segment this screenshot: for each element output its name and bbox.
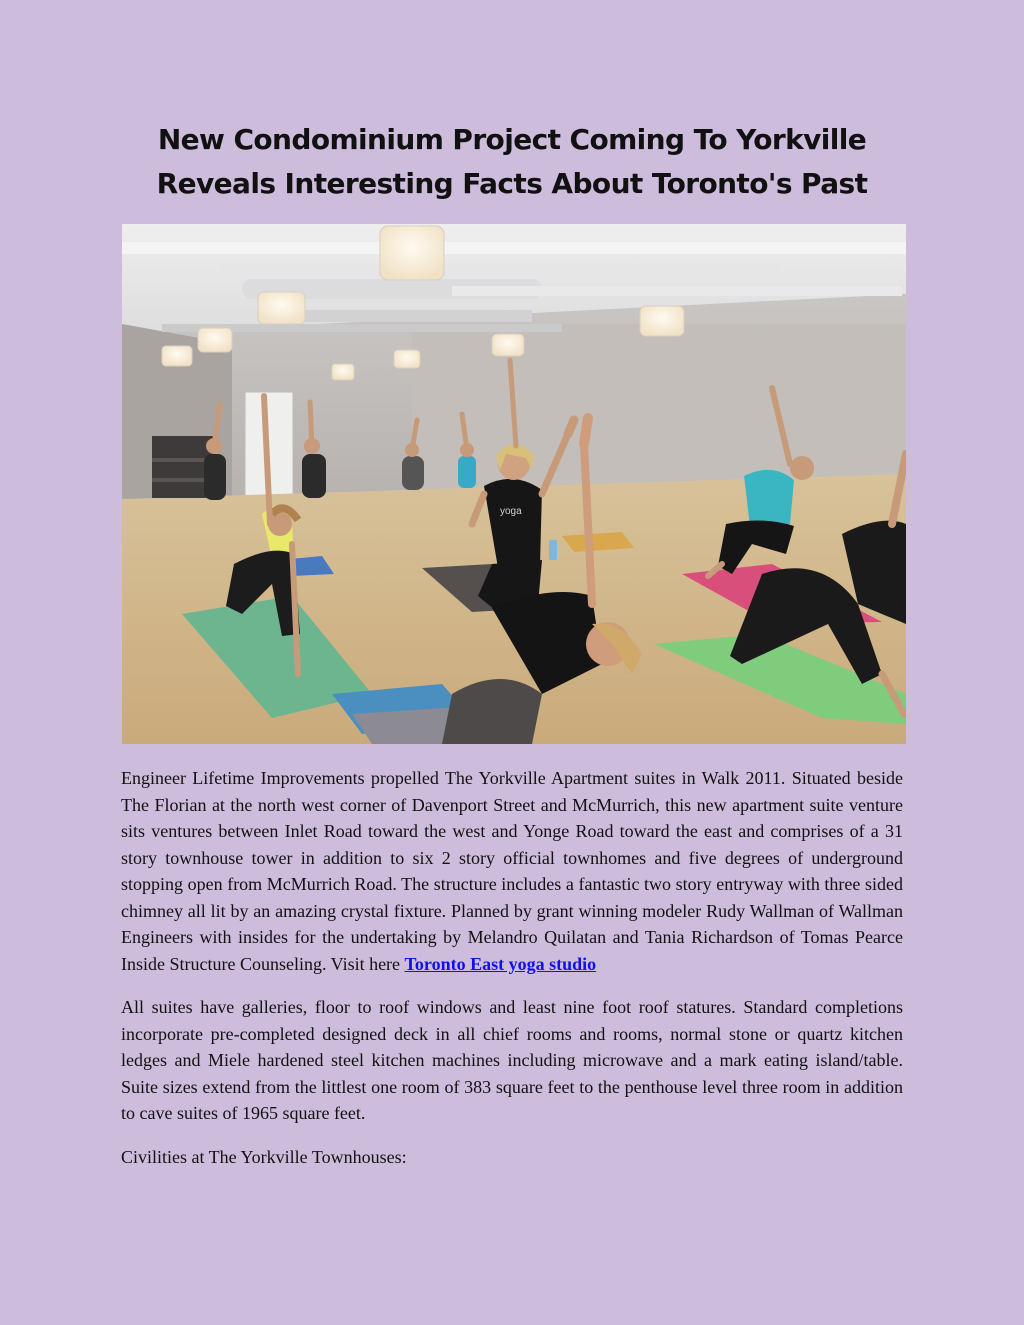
svg-text:yoga: yoga — [500, 506, 522, 517]
paragraph-1-text: Engineer Lifetime Improvements propelled The Yorkville Apartment suites in Walk 2011. Situated beside The Florian at the north west corner of Davenport Street and McMurrich, this new apartment suite venture sits ventures between Inlet Road toward the west and Yonge Road toward the east and comprises of a 31 story townhouse tower in addition to six 2 story official townhomes and five degrees of underground stopping open from McMurrich Road. The structure includes a fantastic two story entryway with three sided chimney all lit by an amazing crystal fixture. Planned by grant winning modeler Rudy Wallman of Wallman Engineers with insides for the undertaking by Melandro Quilatan and Tania Richardson of Tomas Pearce Inside Structure Counseling. Visit here — [121, 768, 903, 974]
toronto-east-yoga-studio-link[interactable]: Toronto East yoga studio — [404, 953, 597, 974]
paragraph-3: Civilities at The Yorkville Townhouses: — [121, 1146, 407, 1167]
page-title — [0, 118, 1024, 206]
title-line-2: Reveals Interesting Facts About Toronto's Past — [156, 167, 868, 200]
yoga-class-photo — [122, 224, 906, 744]
paragraph-2: All suites have galleries, floor to roof windows and least nine foot roof statures. Standard completions incorporate pre-completed designed deck in all chief rooms and rooms, normal stone or quartz kitchen ledges and Miele hardened steel kitchen machines including microwave and a mark eating island/table. Suite sizes extend from the littlest one room of 383 square feet to the penthouse level three room in addition to cave suites of 1965 square feet. — [121, 997, 903, 1123]
paragraph-1 — [121, 765, 903, 977]
title-line-1: New Condominium Project Coming To Yorkville — [157, 123, 867, 156]
article-body — [121, 765, 903, 1187]
